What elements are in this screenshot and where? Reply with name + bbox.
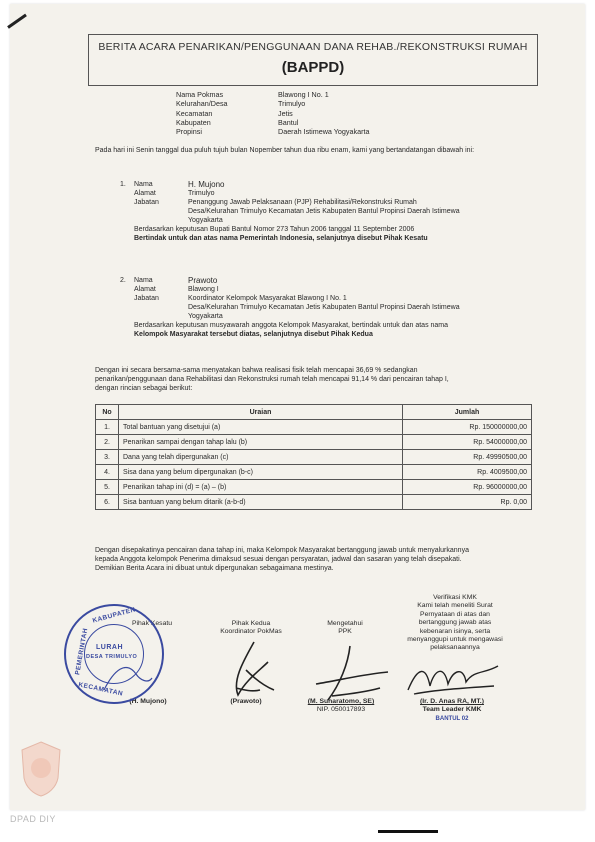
info-value: Daerah Istimewa Yogyakarta — [278, 127, 370, 137]
archive-logo-icon — [18, 740, 64, 798]
signature-scribble-mujono — [96, 650, 156, 700]
stamp-text-bottom: KECAMATAN — [77, 681, 124, 698]
verification-block — [400, 594, 510, 653]
signer-name: (Ir. D. Anas RA, MT.) — [420, 698, 484, 705]
column-header: Uraian — [119, 405, 403, 420]
signer-subtitle: PPK — [338, 628, 352, 636]
intro-paragraph: Pada hari ini Senin tanggal dua puluh tujuh bulan Nopember tahun dua ribu enam, kami yang bertandatangan dibawah ini: — [95, 147, 475, 154]
party-name: H. Mujono — [188, 180, 225, 189]
verification-line: kebenaran isinya, serta — [419, 627, 491, 635]
table-row — [96, 495, 532, 510]
row-number: 4. — [96, 465, 119, 480]
verification-line: Pernyataan di atas dan — [420, 610, 490, 618]
row-description: Sisa bantuan yang belum ditarik (a-b-d) — [119, 495, 403, 510]
signer-title: Mengetahui — [327, 620, 363, 627]
table-row — [96, 480, 532, 495]
info-row — [176, 90, 370, 99]
info-row — [176, 127, 370, 136]
row-number: 5. — [96, 480, 119, 495]
agreement-line: Dengan ini secara bersama-sama menyatakan bahwa realisasi fisik telah mencapai 36,69 % sedangkan — [95, 367, 418, 374]
column-header: No — [96, 405, 119, 420]
party-position-line: Yogyakarta — [188, 217, 223, 224]
info-key: Kecamatan — [176, 108, 213, 118]
verification-line: pelaksanaannya — [430, 644, 480, 652]
document-header — [88, 34, 538, 86]
row-number: 1. — [96, 420, 119, 435]
party-address: Trimulyo — [188, 190, 215, 197]
verification-line: Verifikasi KMK — [433, 594, 477, 601]
info-key: Kelurahan/Desa — [176, 99, 228, 109]
party-position-line: Yogyakarta — [188, 313, 223, 320]
signature-ppk-title — [300, 620, 390, 637]
signer-title: Pihak Kedua — [231, 620, 271, 627]
row-amount: Rp. 4009500,00 — [403, 465, 532, 480]
field-label: Nama — [134, 277, 153, 284]
row-amount: Rp. 49990500,00 — [403, 450, 532, 465]
verification-signer — [402, 698, 502, 723]
table-row — [96, 465, 532, 480]
verification-line: Kami telah meneliti Surat — [417, 602, 493, 610]
table-row — [96, 435, 532, 450]
field-label: Nama — [134, 181, 153, 188]
closing-line: kepada Anggota kelompok Penerima dimaksud sesuai dengan persyaratan, jadwal dan sasaran yang telah disepakati. — [95, 556, 462, 563]
party-number: 1. — [120, 181, 126, 188]
party-basis: Berdasarkan keputusan Bupati Bantul Nomor 273 Tahun 2006 tanggal 11 September 2006 — [134, 226, 415, 233]
stamp-text-left: PEMERINTAH — [74, 627, 90, 676]
document-abbreviation: (BAPPD) — [281, 59, 345, 76]
agreement-line: dengan rincian sebagai berikut: — [95, 385, 193, 392]
party-position-line: Desa/Kelurahan Trimulyo Kecamatan Jetis Kabupaten Bantul Propinsi Daerah Istimewa — [188, 304, 460, 311]
agreement-paragraph — [95, 366, 533, 393]
signer-extra: BANTUL 02 — [435, 715, 469, 722]
verification-line: bertanggung jawab atas — [418, 619, 492, 627]
info-value: Blawong I No. 1 — [278, 90, 329, 99]
archive-watermark: DPAD DIY — [10, 814, 56, 824]
party-role: Bertindak untuk dan atas nama Pemerintah Indonesia, selanjutnya disebut Pihak Kesatu — [134, 235, 428, 242]
bottom-bar — [378, 830, 438, 833]
row-description: Penarikan tahap ini (d) = (a) – (b) — [119, 480, 403, 495]
row-number: 2. — [96, 435, 119, 450]
row-description: Sisa dana yang belum dipergunakan (b-c) — [119, 465, 403, 480]
signer-name: (M. Suharatomo, SE) — [307, 698, 375, 705]
pokmas-info — [176, 90, 370, 136]
table-header-row — [96, 405, 532, 420]
document-title: BERITA ACARA PENARIKAN/PENGGUNAAN DANA REHAB./REKONSTRUKSI RUMAH — [98, 41, 528, 53]
party-basis: Berdasarkan keputusan musyawarah anggota Kelompok Masyarakat, bertindak untuk dan atas nama — [134, 322, 449, 329]
party-number: 2. — [120, 277, 126, 284]
party-role: Kelompok Masyarakat tersebut diatas, selanjutnya disebut Pihak Kedua — [134, 331, 373, 338]
row-amount: Rp. 54000000,00 — [403, 435, 532, 450]
table-row — [96, 450, 532, 465]
column-header: Jumlah — [403, 405, 532, 420]
party-address: Blawong I — [188, 286, 219, 293]
info-value: Trimulyo — [278, 99, 306, 109]
field-label: Jabatan — [134, 199, 159, 206]
signature-scribble-ppk — [310, 644, 390, 704]
funds-table — [95, 404, 532, 510]
info-row — [176, 99, 370, 108]
row-amount: Rp. 0,00 — [403, 495, 532, 510]
party-position: Penanggung Jawab Pelaksanaan (PJP) Rehabilitasi/Rekonstruksi Rumah — [188, 199, 417, 206]
info-value: Jetis — [278, 108, 293, 118]
stamp-text-center: LURAH — [96, 644, 123, 651]
table-row — [96, 420, 532, 435]
row-amount: Rp. 150000000,00 — [403, 420, 532, 435]
info-key: Kabupaten — [176, 117, 211, 127]
party-two — [120, 276, 488, 339]
row-number: 6. — [96, 495, 119, 510]
field-label: Alamat — [134, 190, 156, 197]
field-label: Alamat — [134, 286, 156, 293]
signer-name: (H. Mujono) — [129, 698, 167, 705]
party-name: Prawoto — [188, 276, 218, 285]
closing-paragraph — [95, 546, 535, 573]
party-one — [120, 180, 488, 243]
info-row — [176, 109, 370, 118]
signature-scribble-kmk — [404, 660, 504, 700]
row-description: Dana yang telah dipergunakan (c) — [119, 450, 403, 465]
info-value: Bantul — [278, 117, 299, 127]
closing-line: Dengan disepakatinya pencairan dana tahap ini, maka Kelompok Masyarakat bertanggung jawab untuk menyalurkannya — [95, 547, 469, 554]
signature-pihak-kedua-title — [206, 620, 296, 637]
verification-line: menyanggupi untuk mengawasi — [407, 636, 503, 644]
signature-scribble-prawoto — [224, 640, 284, 702]
party-position: Koordinator Kelompok Masyarakat Blawong I No. 1 — [188, 295, 347, 302]
info-row — [176, 118, 370, 127]
signer-nip: NIP. 050017893 — [316, 706, 366, 714]
row-number: 3. — [96, 450, 119, 465]
row-description: Penarikan sampai dengan tahap lalu (b) — [119, 435, 403, 450]
row-amount: Rp. 96000000,00 — [403, 480, 532, 495]
closing-line: Demikian Berita Acara ini dibuat untuk dipergunakan sebagaimana mestinya. — [95, 565, 334, 572]
stamp-text-top: KABUPATEN — [91, 606, 137, 625]
info-key: Nama Pokmas — [176, 90, 224, 99]
agreement-line: penarikan/penggunaan dana Rehabilitasi dan Rekonstruksi rumah telah mencapai 91,14 % dari pencairan tahap I, — [95, 376, 449, 383]
info-key: Propinsi — [176, 127, 202, 137]
party-position-line: Desa/Kelurahan Trimulyo Kecamatan Jetis Kabupaten Bantul Propinsi Daerah Istimewa — [188, 208, 460, 215]
signer-subtitle: Koordinator PokMas — [220, 628, 282, 636]
signer-role: Team Leader KMK — [422, 706, 482, 714]
signature-pihak-kesatu-title: Pihak Kesatu — [131, 620, 173, 627]
row-description: Total bantuan yang disetujui (a) — [119, 420, 403, 435]
field-label: Jabatan — [134, 295, 159, 302]
stamp-text-center-2: DESA TRIMULYO — [86, 654, 138, 660]
signer-name: (Prawoto) — [230, 698, 262, 705]
